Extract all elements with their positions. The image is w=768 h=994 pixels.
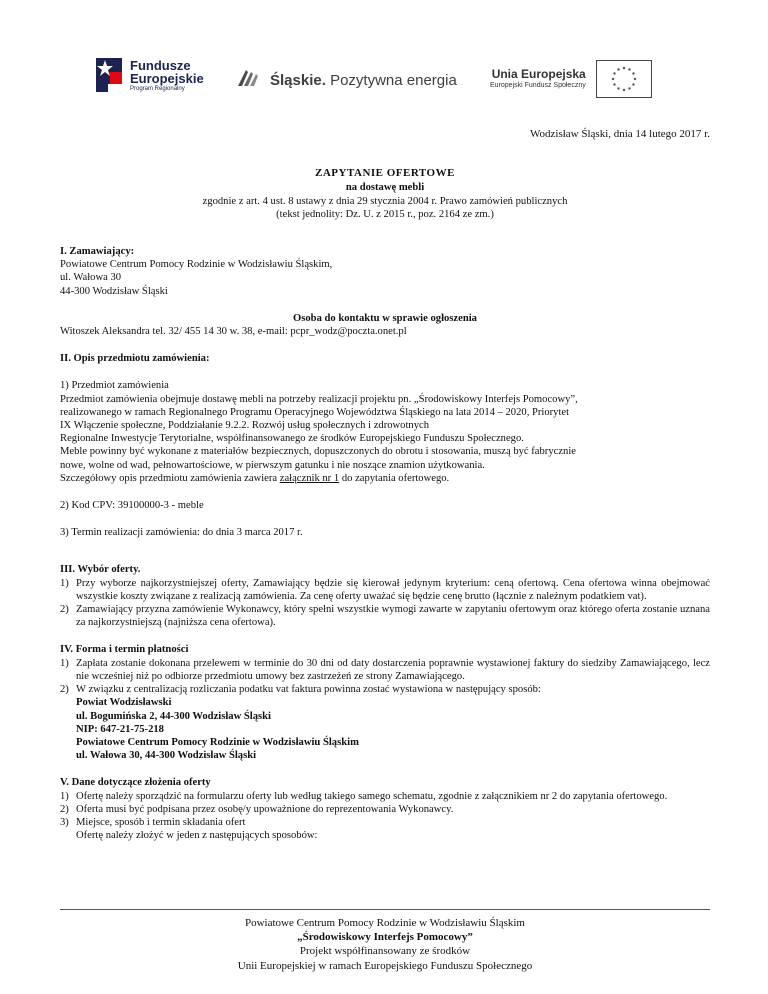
subject-line-1: Przedmiot zamówienia obejmuje dostawę mebli na potrzeby realizacji projektu pn. „Środowiskowy Interfejs Pomocowy”, <box>60 393 578 405</box>
list-item: 2) Zamawiający przyzna zamówienie Wykonawcy, który spełni wszystkie wymogi zawarte w zapytaniu ofertowym oraz którego oferta zostanie uznana za najkorzystniejszą (najniższa cena ofertowa). <box>60 604 710 629</box>
fe-logo-line2: Europejskie <box>130 70 204 86</box>
list-item: 1) Zapłata zostanie dokonana przelewem w terminie do 30 dni od daty dostarczenia poprawnie wystawionej faktury do siedziby Zamawiającego, lecz nie wcześniej niż po odbiorze przedmiotu umowy bez zastrzeżeń ze strony Zamawiającego. <box>60 657 710 682</box>
slaskie-tagline: Pozytywna energia <box>330 72 457 89</box>
footer-line4: Unii Europejskiej w ramach Europejskiego Funduszu Społecznego <box>237 959 533 972</box>
subject-line-3: IX Włączenie społeczne, Poddziałanie 9.2.2. Rozwój usług społecznych i zdrowotnych <box>60 420 430 432</box>
cpv-code: 2) Kod CPV: 39100000-3 - meble <box>60 500 204 512</box>
section3-title: III. Wybór oferty. <box>60 564 141 576</box>
page-footer <box>60 916 710 973</box>
section2-title: II. Opis przedmiotu zamówienia: <box>60 353 210 365</box>
fe-star-flag-icon <box>96 58 124 92</box>
list-item: 1) Przy wyborze najkorzystniejszej oferty, Zamawiający będzie się kierował jedynym kryterium: ceną ofertową. Cena ofertowa winna obejmować wszystkie koszty związane z realizacją zamówienia. Za cenę oferty uważać się będzie cenę brutto (łącznie z należnym podatkiem vat). <box>60 577 710 602</box>
section1-title: I. Zamawiający: <box>60 246 135 258</box>
subject-label: 1) Przedmiot zamówienia <box>60 380 169 392</box>
subject-line-6: nowe, wolne od wad, pełnowartościowe, w pierwszym gatunku i nie noszące znamion użytkowania. <box>60 459 485 471</box>
unia-europejska-logo <box>490 60 652 98</box>
invoice-address: Powiat Wodzisławski ul. Bogumińska 2, 44-300 Wodzisław Śląski NIP: 647-21-75-218 Powiatowe Centrum Pomocy Rodzinie w Wodzisławiu Śląskim ul. Wałowa 30, 44-300 Wodzisław Śląski <box>76 697 359 762</box>
section5-title: V. Dane dotyczące złożenia oferty <box>60 777 211 789</box>
subject-line-2: realizowanego w ramach Regionalnego Programu Operacyjnego Województwa Śląskiego na lata 2014 – 2020, Priorytet <box>60 406 570 418</box>
document-body <box>60 128 710 842</box>
subject-line-4: Regionalne Inwestycje Terytorialne, współfinansowanego ze środków Europejskiego Funduszu Społecznego. <box>60 433 524 445</box>
fe-logo-line1: Fundusze <box>130 57 191 73</box>
orderer-street: ul. Wałowa 30 <box>60 272 122 284</box>
slaskie-brand: Śląskie. <box>270 72 326 89</box>
slaskie-wings-icon <box>236 66 264 95</box>
fundusze-europejskie-logo <box>96 58 204 92</box>
orderer-city: 44-300 Wodzisław Śląski <box>60 285 168 297</box>
document-date: Wodzisław Śląski, dnia 14 lutego 2017 r. <box>530 128 710 140</box>
eu-flag-icon <box>596 60 652 98</box>
footer-divider <box>60 909 710 910</box>
orderer-name: Powiatowe Centrum Pomocy Rodzinie w Wodzisławiu Śląskim, <box>60 259 333 271</box>
delivery-deadline: 3) Termin realizacji zamówienia: do dnia 3 marca 2017 r. <box>60 527 303 539</box>
document-subtitle: na dostawę mebli <box>345 182 425 194</box>
attachment-1-link[interactable]: załącznik nr 1 <box>279 472 340 484</box>
legal-basis-line: zgodnie z art. 4 ust. 8 ustawy z dnia 29 stycznia 2004 r. Prawo zamówień publicznych <box>202 195 568 207</box>
ue-logo-line2: Europejski Fundusz Społeczny <box>490 81 586 89</box>
footer-line1: Powiatowe Centrum Pomocy Rodzinie w Wodzisławiu Śląskim <box>244 917 525 929</box>
section4-title: IV. Forma i termin płatności <box>60 644 189 656</box>
ue-logo-line1: Unia Europejska <box>491 67 586 82</box>
contact-title: Osoba do kontaktu w sprawie ogłoszenia <box>293 312 477 324</box>
fe-logo-line3: Program Regionalny <box>130 85 185 92</box>
slaskie-logo <box>236 66 457 95</box>
footer-project-name: „Środowiskowy Interfejs Pomocowy” <box>297 931 473 944</box>
contact-line: Witoszek Aleksandra tel. 32/ 455 14 30 w. 38, e-mail: pcpr_wodz@poczta.onet.pl <box>60 326 407 338</box>
document-title: ZAPYTANIE OFERTOWE <box>315 167 455 180</box>
list-item: 1) Ofertę należy sporządzić na formularzu oferty lub według takiego samego schematu, zgodnie z załącznikiem nr 2 do zapytania ofertowego. <box>60 790 668 802</box>
section3-list <box>60 577 710 630</box>
legal-basis-ref: (tekst jednolity: Dz. U. z 2015 r., poz. 2164 ze zm.) <box>276 208 494 220</box>
section4-list <box>60 657 710 697</box>
section5-list <box>60 790 710 830</box>
subject-line-7: Szczegółowy opis przedmiotu zamówienia zawiera załącznik nr 1 do zapytania ofertowego. <box>60 472 450 484</box>
footer-line3: Projekt współfinansowany ze środków <box>299 945 471 958</box>
list-item: 2) W związku z centralizacją rozliczania podatku vat faktura powinna zostać wystawiona w następujący sposób: <box>60 684 541 696</box>
list-item: 2) Oferta musi być podpisana przez osobę/y upoważnione do reprezentowania Wykonawcy. <box>60 803 454 815</box>
list-item: 3) Miejsce, sposób i termin składania ofert <box>60 816 246 828</box>
logo-bar <box>0 56 768 100</box>
subject-line-5: Meble powinny być wykonane z materiałów bezpiecznych, dopuszczonych do obrotu i stosowania, muszą być fabrycznie <box>60 446 576 458</box>
submission-methods-line: Ofertę należy złożyć w jeden z następujących sposobów: <box>76 830 318 842</box>
